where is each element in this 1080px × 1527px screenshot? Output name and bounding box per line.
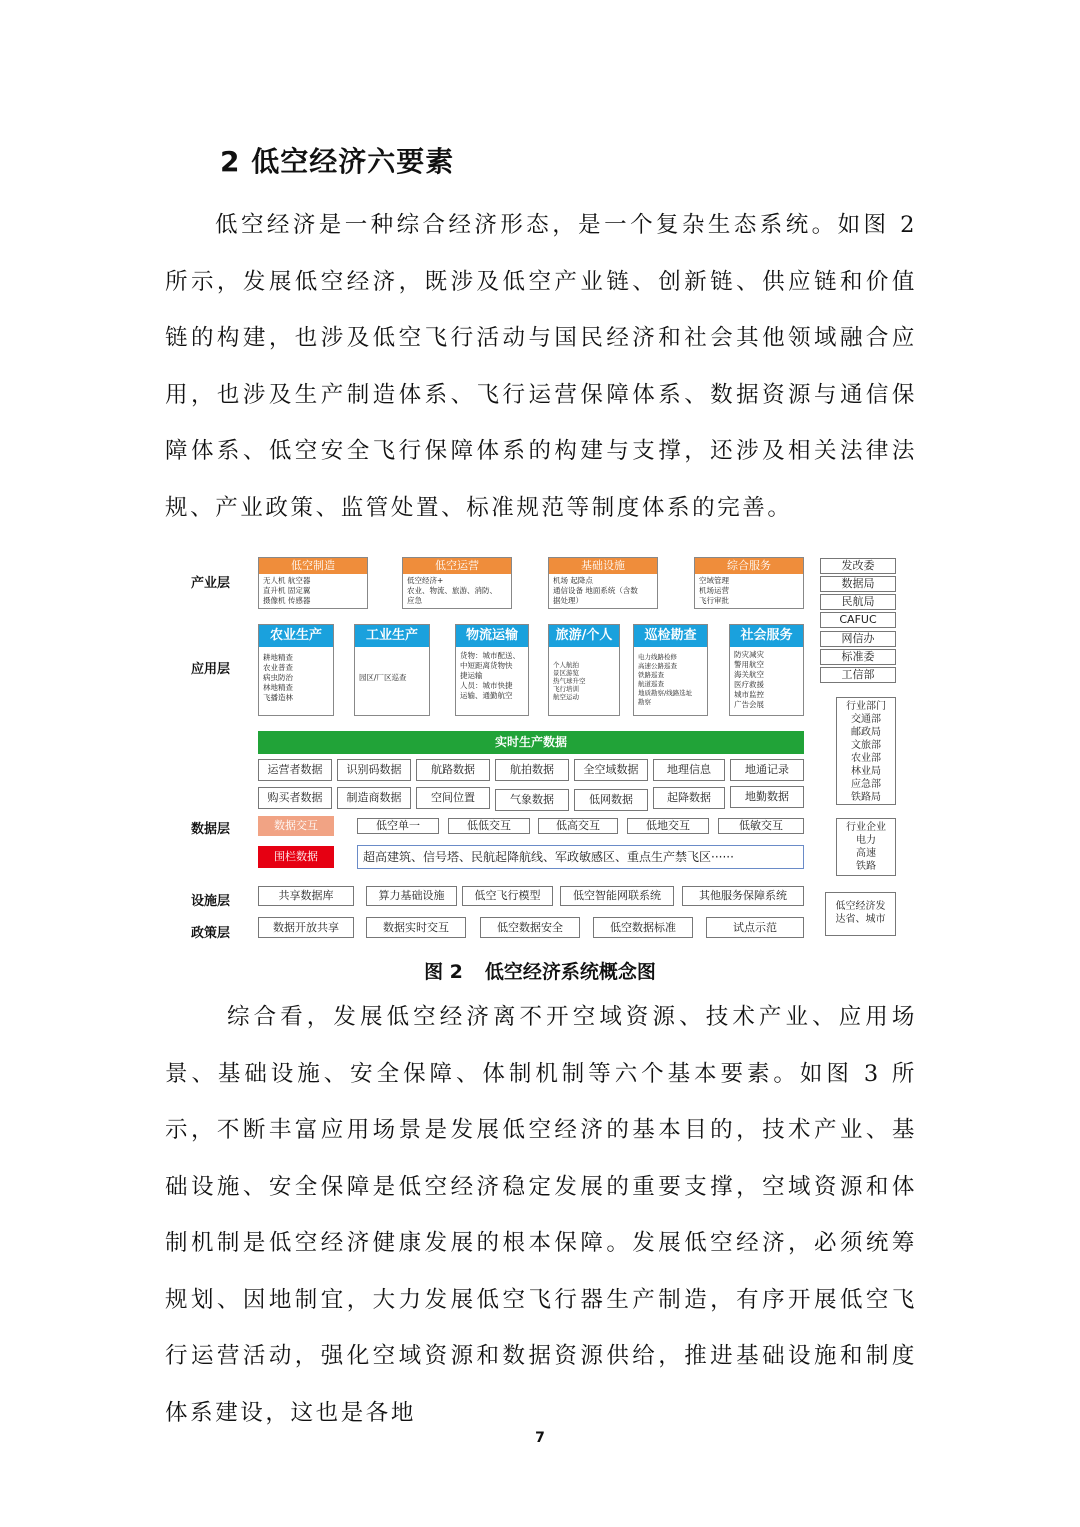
- data-cell: 制造商数据: [337, 787, 411, 809]
- app-box-inspection: [633, 624, 708, 716]
- facility-cell: 共享数据库: [258, 886, 354, 906]
- policy-cell: 低空数据标准: [593, 917, 693, 938]
- layer-label-industry: 产业层: [191, 576, 231, 591]
- exchange-cell: 低敏交互: [718, 818, 804, 834]
- app-box-title: 旅游/个人: [549, 625, 619, 647]
- industry-box-title: 低空制造: [259, 558, 367, 574]
- app-box-title: 物流运输: [456, 625, 528, 647]
- app-box-title: 工业生产: [355, 625, 429, 647]
- data-cell: 购买者数据: [258, 787, 332, 809]
- app-box-content: 防灾减灾 警用航空 海关航空 医疗救援 城市监控 广告会展: [734, 650, 764, 709]
- app-box-tourism: [548, 624, 620, 716]
- facility-cell: 其他服务保障系统: [682, 886, 804, 906]
- paragraph-summary: 综合看，发展低空经济离不开空域资源、技术产业、应用场景、基础设施、安全保障、体制机制等六个基本要素。如图 3 所示，不断丰富应用场景是发展低空经济的基本目的，技术产业、基础设施、安全保障是低空经济稳定发展的重要支撑，空域资源和体制机制是低空经济健康发展的根本保障。发展低空经济，必须统筹规划、因地制宜，大力发展低空飞行器生产制造，有序开展低空飞行运营活动，强化空域资源和数据资源供给，推进基础设施和制度体系建设，这也是各地: [165, 1004, 917, 1426]
- policy-cell: 试点示范: [706, 917, 804, 938]
- agency-cell: 工信部: [820, 667, 896, 683]
- page-number: 7: [535, 1430, 545, 1446]
- industry-box-title: 基础设施: [549, 558, 657, 574]
- fence-data-text: 超高建筑、信号塔、民航起降航线、军政敏感区、重点生产禁飞区······: [357, 845, 804, 869]
- figure-title: 低空经济系统概念图: [484, 961, 656, 983]
- policy-cell: 低空数据安全: [480, 917, 580, 938]
- realtime-data-bar: 实时生产数据: [258, 731, 804, 754]
- layer-label-facility: 设施层: [191, 894, 231, 909]
- data-cell: 起降数据: [653, 787, 725, 809]
- facility-cell: 低空智能网联系统: [560, 886, 674, 906]
- app-box-title: 农业生产: [259, 625, 333, 647]
- app-box-content: 电力线路检修 高速公路巡查 铁路巡查 航道巡查 地质勘察/线路选址 勘察: [638, 653, 693, 706]
- app-box-title: 社会服务: [730, 625, 803, 647]
- industry-box-title: 低空运营: [403, 558, 511, 574]
- layer-label-application: 应用层: [191, 662, 231, 677]
- industry-box-manufacturing: [258, 557, 368, 609]
- industry-box-infrastructure: [548, 557, 658, 609]
- data-cell: 运营者数据: [258, 759, 332, 781]
- regions-box: 低空经济发 达省、城市: [825, 892, 896, 936]
- industry-box-content: 机场 起降点 通信设备 地面系统（含数 据处理）: [553, 576, 638, 605]
- data-cell: 地通记录: [730, 759, 804, 781]
- exchange-cell: 低低交互: [448, 818, 530, 834]
- data-cell: 航路数据: [416, 759, 490, 781]
- facility-cell: 低空飞行模型: [462, 886, 553, 906]
- app-box-content: 耕地精查 农业普查 病虫防治 林地精查 飞播造林: [263, 653, 293, 702]
- exchange-cell: 低地交互: [627, 818, 709, 834]
- data-cell: 全空域数据: [574, 759, 648, 781]
- industry-box-content: 空域管理 机场运营 飞行审批: [699, 576, 729, 605]
- data-cell: 气象数据: [495, 789, 569, 811]
- industry-enterprises-box: 行业企业 电力 高速 铁路: [836, 818, 896, 876]
- agency-cell: CAFUC: [820, 612, 896, 628]
- paragraph-intro: 低空经济是一种综合经济形态，是一个复杂生态系统。如图 2 所示，发展低空经济，既涉及低空产业链、创新链、供应链和价值链的构建，也涉及低空飞行活动与国民经济和社会其他领域融合应用，也涉及生产制造体系、飞行运营保障体系、数据资源与通信保障体系、低空安全飞行保障体系的构建与支撑，还涉及相关法律法规、产业政策、监管处置、标准规范等制度体系的完善。: [165, 212, 917, 521]
- app-box-industry: [354, 624, 430, 716]
- agency-cell: 标准委: [820, 649, 896, 665]
- app-box-content: 个人航拍 景区游览 热气球升空 飞行培训 航空运动: [553, 661, 586, 701]
- layer-label-policy: 政策层: [191, 926, 231, 941]
- app-box-logistics: [455, 624, 529, 716]
- figure-caption: [0, 957, 1080, 984]
- data-cell: 航拍数据: [495, 759, 569, 781]
- policy-cell: 数据实时交互: [366, 917, 466, 938]
- app-box-agriculture: [258, 624, 334, 716]
- industry-box-content: 低空经济+ 农业、物流、旅游、消防、 应急: [407, 576, 497, 605]
- app-box-content: 园区/厂区巡查: [359, 673, 407, 682]
- figure-number: 图 2: [424, 961, 463, 983]
- industry-departments-box: 行业部门 交通部 邮政局 文旅部 农业部 林业局 应急部 铁路局: [836, 697, 896, 805]
- fence-data-label: 围栏数据: [258, 846, 334, 868]
- agency-cell: 数据局: [820, 576, 896, 592]
- exchange-cell: 低空单一: [357, 818, 439, 834]
- industry-box-services: [694, 557, 804, 609]
- section-heading: 2 低空经济六要素: [220, 145, 455, 178]
- agency-cell: 民航局: [820, 594, 896, 610]
- policy-cell: 数据开放共享: [258, 917, 354, 938]
- layer-label-data: 数据层: [191, 822, 231, 837]
- industry-box-title: 综合服务: [695, 558, 803, 574]
- agency-cell: 发改委: [820, 558, 896, 574]
- app-box-social: [729, 624, 804, 716]
- data-cell: 空间位置: [416, 787, 490, 809]
- data-cell: 低网数据: [574, 789, 648, 811]
- app-box-content: 货物：城市配送、 中短距离货物快 捷运输 人员：城市快捷 运输、通勤航空: [460, 651, 520, 700]
- data-exchange-label: 数据交互: [258, 816, 334, 836]
- data-cell: 识别码数据: [337, 759, 411, 781]
- exchange-cell: 低高交互: [538, 818, 618, 834]
- industry-box-operation: [402, 557, 512, 609]
- data-cell: 地勤数据: [730, 786, 804, 808]
- app-box-title: 巡检勘查: [634, 625, 707, 647]
- facility-cell: 算力基础设施: [366, 886, 457, 906]
- data-cell: 地理信息: [653, 759, 725, 781]
- agency-cell: 网信办: [820, 631, 896, 647]
- industry-box-content: 无人机 航空器 直升机 固定翼 摄像机 传感器: [263, 576, 311, 605]
